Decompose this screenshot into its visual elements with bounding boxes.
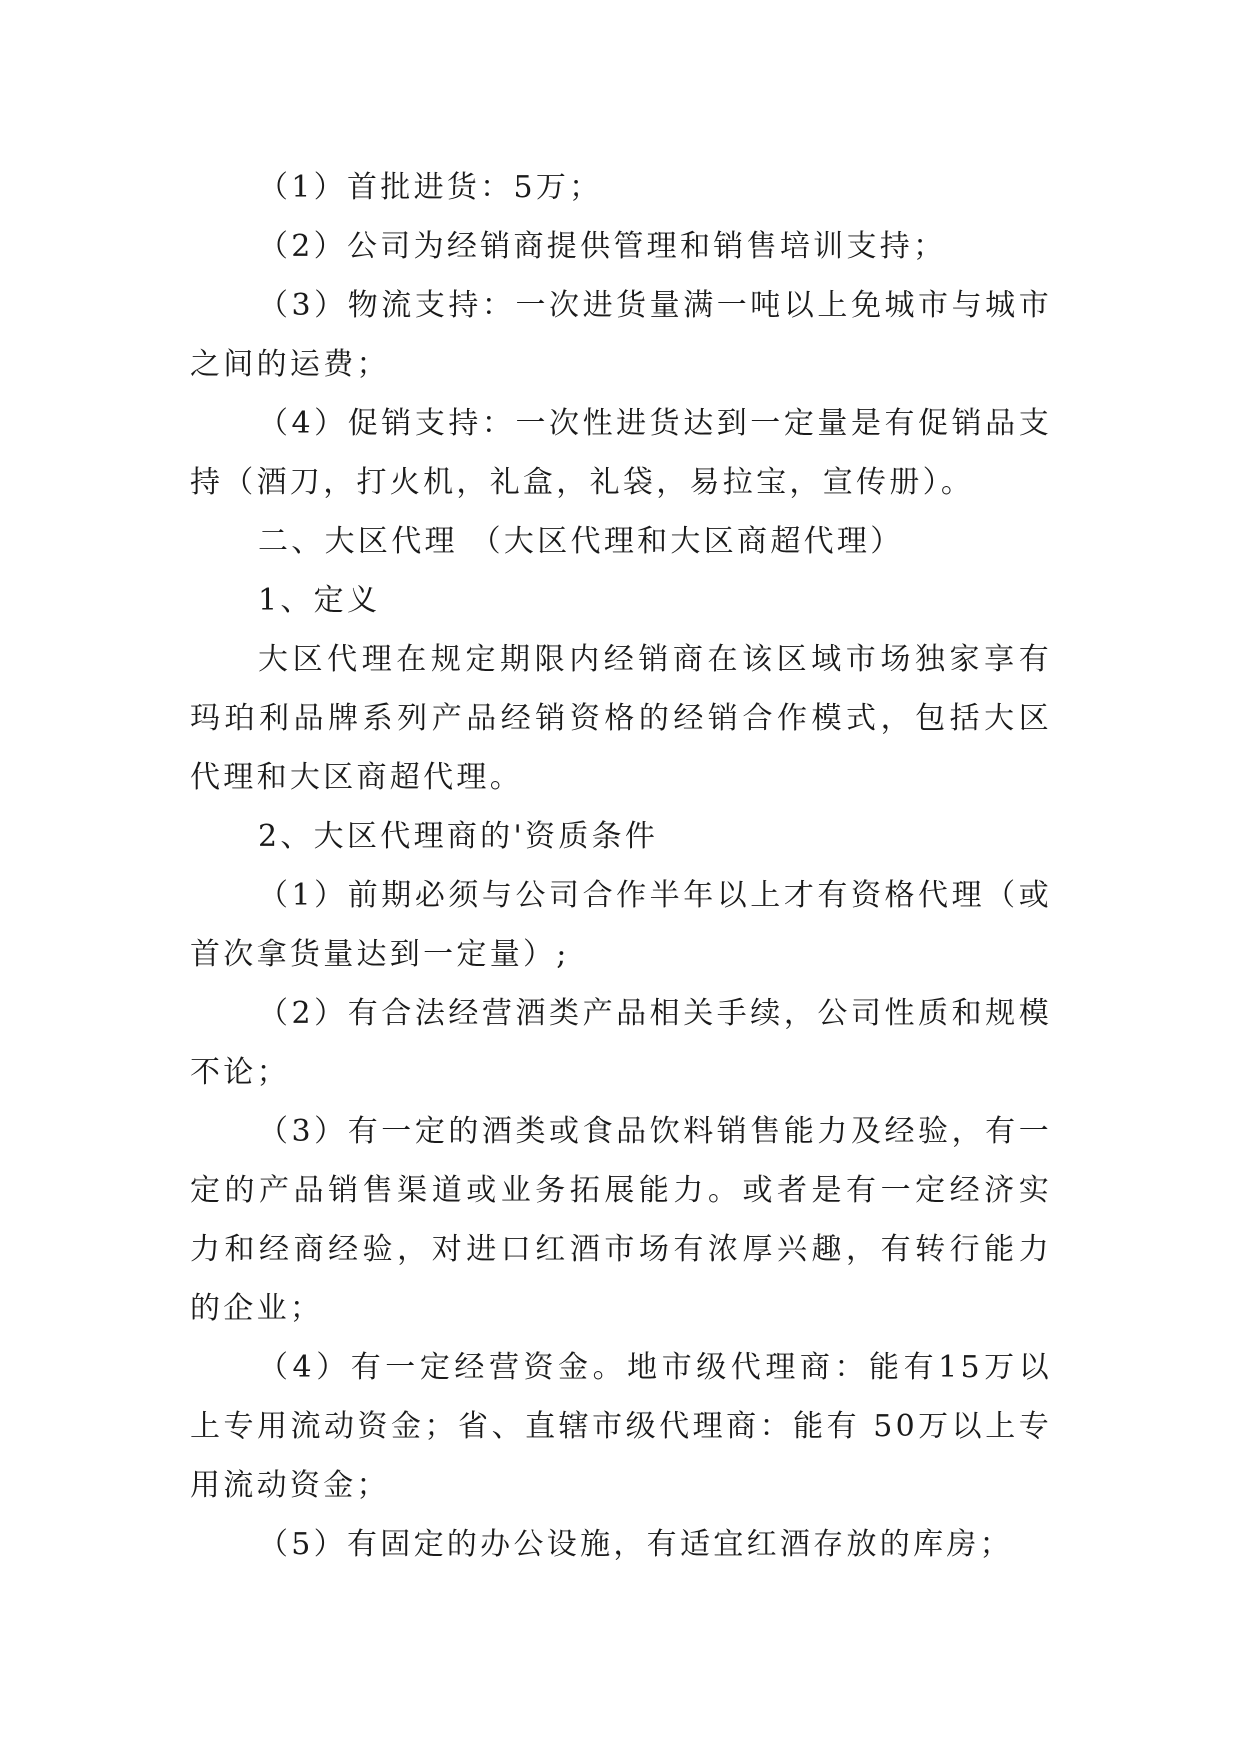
document-body [190, 158, 1052, 1574]
section-heading-regional-agent: 二、大区代理 （大区代理和大区商超代理） [258, 524, 904, 559]
paragraph-qualification-2: （2）有合法经营酒类产品相关手续，公司性质和规模不论； [190, 996, 1052, 1090]
paragraph-training-support: （2）公司为经销商提供管理和销售培训支持； [258, 229, 947, 264]
paragraph-qualification-5: （5）有固定的办公设施，有适宜红酒存放的库房； [258, 1527, 1013, 1562]
paragraph-qualification-3: （3）有一定的酒类或食品饮料销售能力及经验，有一定的产品销售渠道或业务拓展能力。或者是有一定经济实力和经商经验，对进口红酒市场有浓厚兴趣，有转行能力的企业； [190, 1114, 1052, 1326]
subheading-definition: 1、定义 [258, 583, 381, 618]
paragraph-promotion-support: （4）促销支持：一次性进货达到一定量是有促销品支持（酒刀，打火机，礼盒，礼袋，易拉宝，宣传册）。 [190, 406, 1052, 500]
paragraph-qualification-1: （1）前期必须与公司合作半年以上才有资格代理（或首次拿货量达到一定量）; [190, 878, 1052, 972]
paragraph-definition-text: 大区代理在规定期限内经销商在该区域市场独家享有玛珀利品牌系列产品经销资格的经销合作模式，包括大区代理和大区商超代理。 [190, 642, 1052, 795]
paragraph-qualification-4: （4）有一定经营资金。地市级代理商：能有15万以上专用流动资金；省、直辖市级代理商：能有 50万以上专用流动资金； [190, 1350, 1052, 1503]
paragraph-logistics-support: （3）物流支持：一次进货量满一吨以上免城市与城市之间的运费； [190, 288, 1052, 382]
paragraph-first-batch-purchase: （1）首批进货：5万； [258, 170, 603, 205]
subheading-qualifications: 2、大区代理商的'资质条件 [258, 819, 659, 854]
